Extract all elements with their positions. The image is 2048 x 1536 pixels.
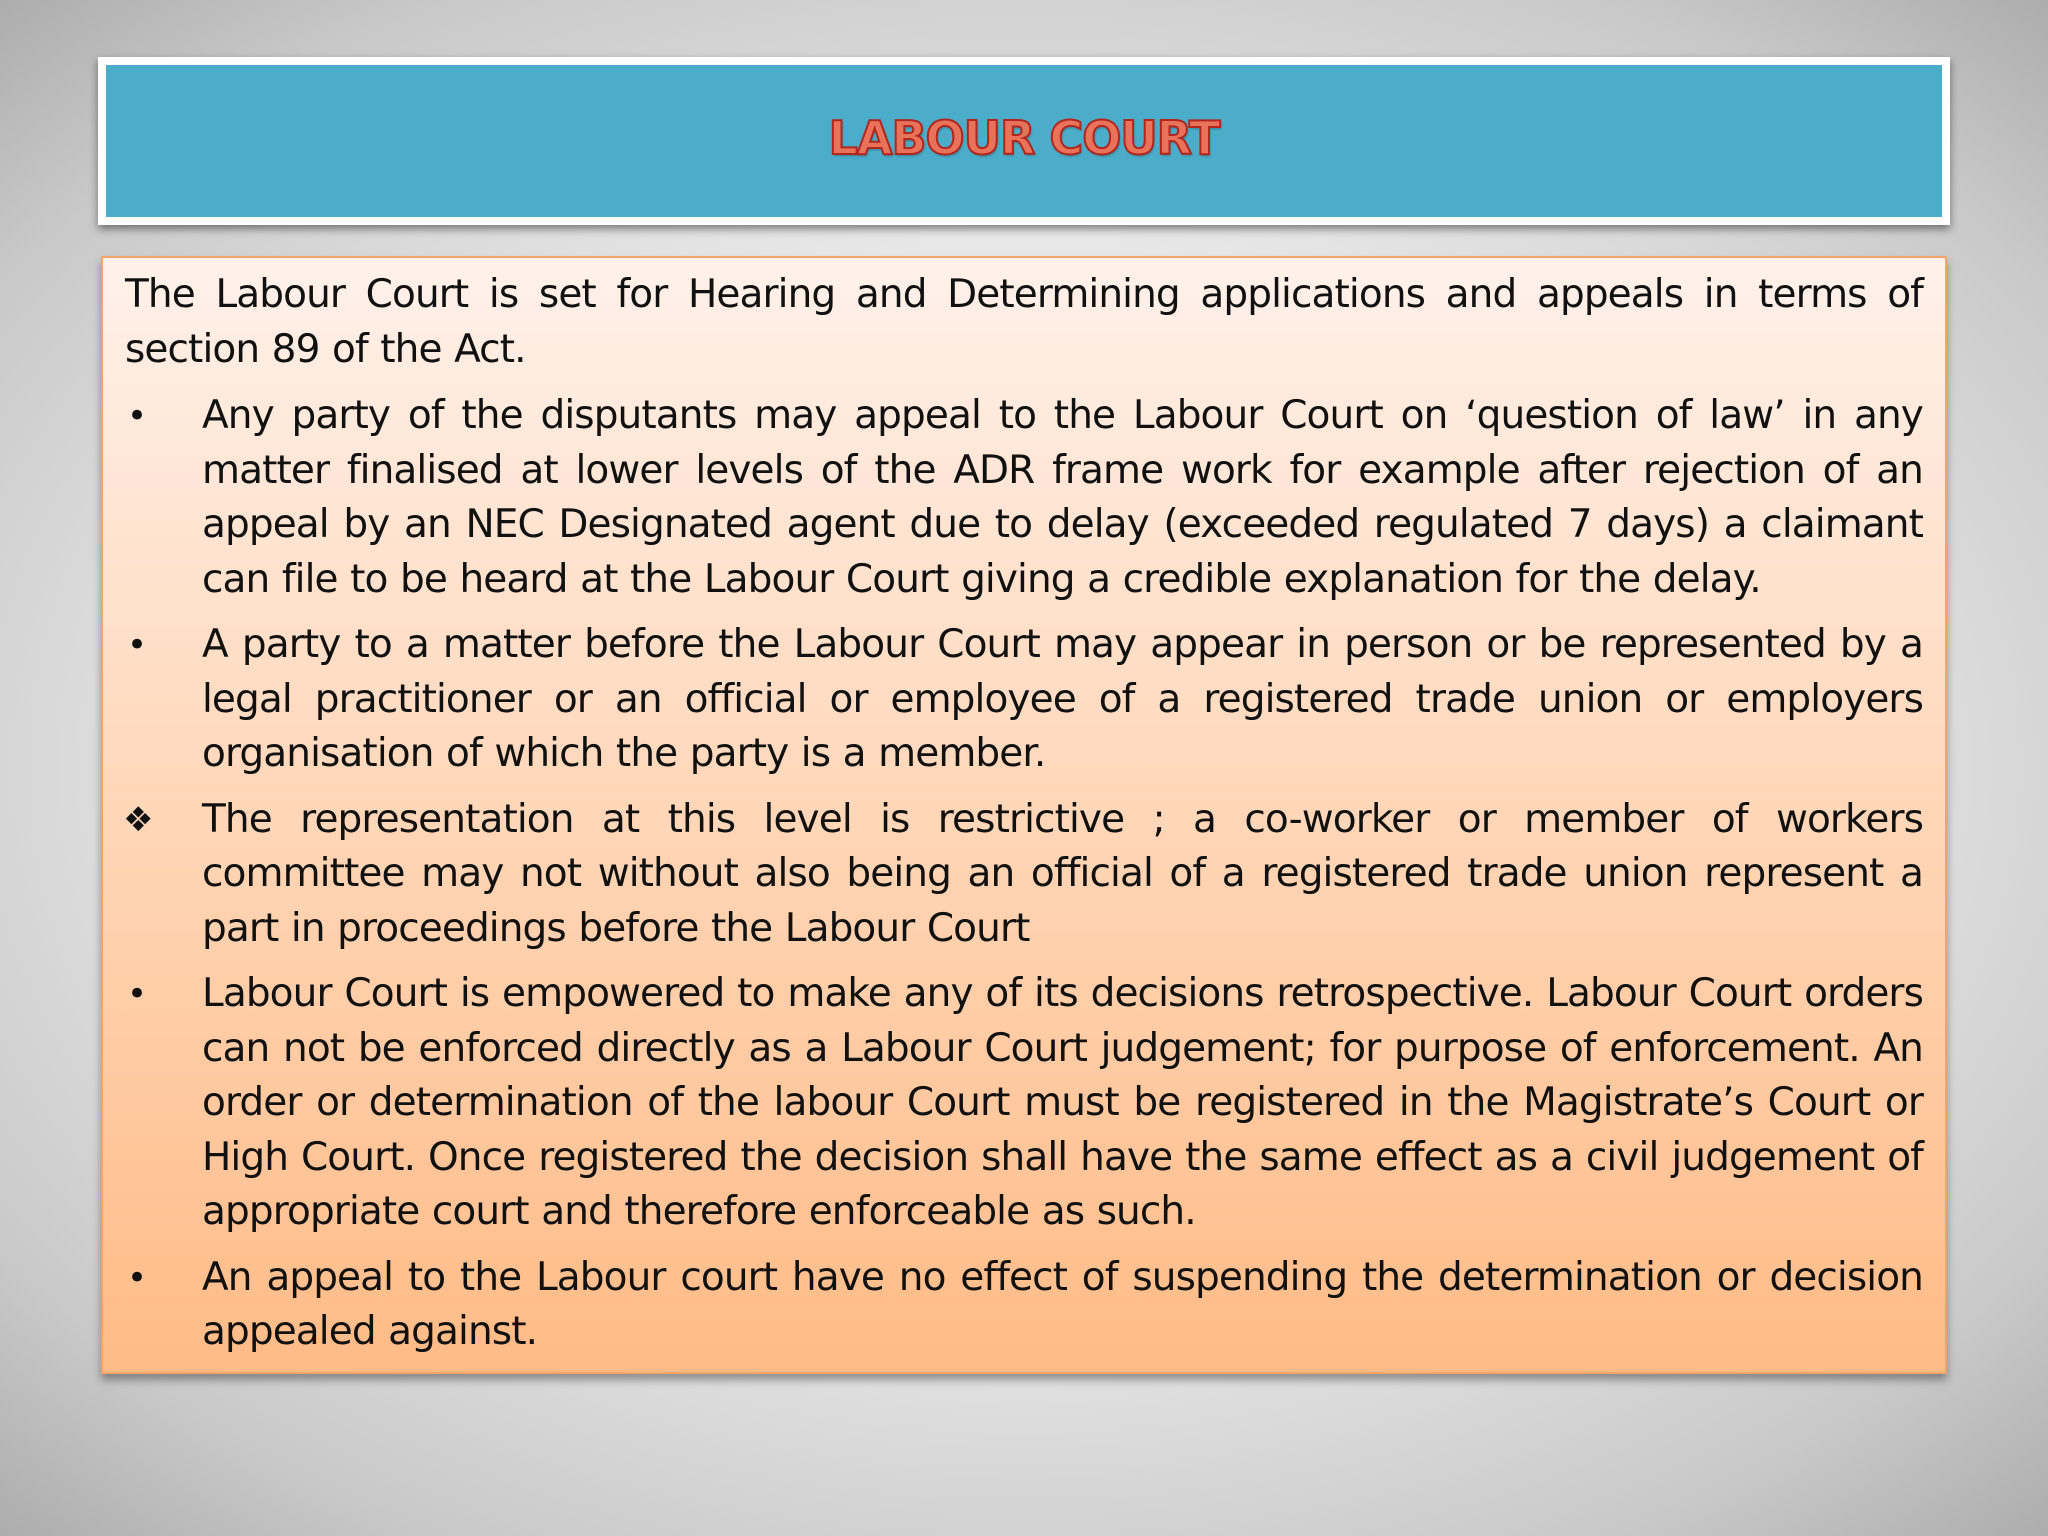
list-item-text: An appeal to the Labour court have no effect of suspending the determination or decision appealed against. xyxy=(202,1254,1923,1354)
list-item xyxy=(125,793,1923,957)
slide-title: LABOUR COURT xyxy=(828,111,1220,165)
title-bar xyxy=(98,57,1950,225)
diamond-bullet-icon: ❖ xyxy=(123,799,153,840)
content-box xyxy=(101,256,1947,1374)
list-item xyxy=(125,389,1923,607)
bullet-icon: • xyxy=(127,625,147,665)
list-item-text: Any party of the disputants may appeal to the Labour Court on ‘question of law’ in any matter finalised at lower levels of the ADR frame work for example after rejection of an appeal by an NEC Designated agent due to delay (exceeded regulated 7 days) a claimant can file to be heard at the Labour Court giving a credible explanation for the delay. xyxy=(202,393,1923,602)
list-item-text: The representation at this level is restrictive ; a co-worker or member of workers committee may not without also being an official of a registered trade union represent a part in proceedings before the Labour Court xyxy=(202,796,1923,951)
title-bar-fill xyxy=(106,65,1942,217)
list-item xyxy=(125,1251,1923,1360)
bullet-icon: • xyxy=(127,1257,147,1298)
list-item xyxy=(125,618,1923,782)
list-item-text: A party to a matter before the Labour Court may appear in person or be represented by a legal practitioner or an official or employee of a registered trade union or employers organisation of which the party is a member. xyxy=(202,622,1923,776)
bullet-list xyxy=(125,389,1923,1360)
list-item xyxy=(125,967,1923,1240)
list-item-text: Labour Court is empowered to make any of its decisions retrospective. Labour Court orders can not be enforced directly as a Labour Court judgement; for purpose of enforcement. An order or determination of the labour Court must be registered in the Magistrate’s Court or High Court. Once registered the decision shall have the same effect as a civil judgement of appropriate court and therefore enforceable as such. xyxy=(202,971,1923,1234)
intro-paragraph: The Labour Court is set for Hearing and Determining applications and appeals in terms of section 89 of the Act. xyxy=(125,272,1923,372)
bullet-icon: • xyxy=(127,974,147,1014)
bullet-icon: • xyxy=(127,396,147,436)
